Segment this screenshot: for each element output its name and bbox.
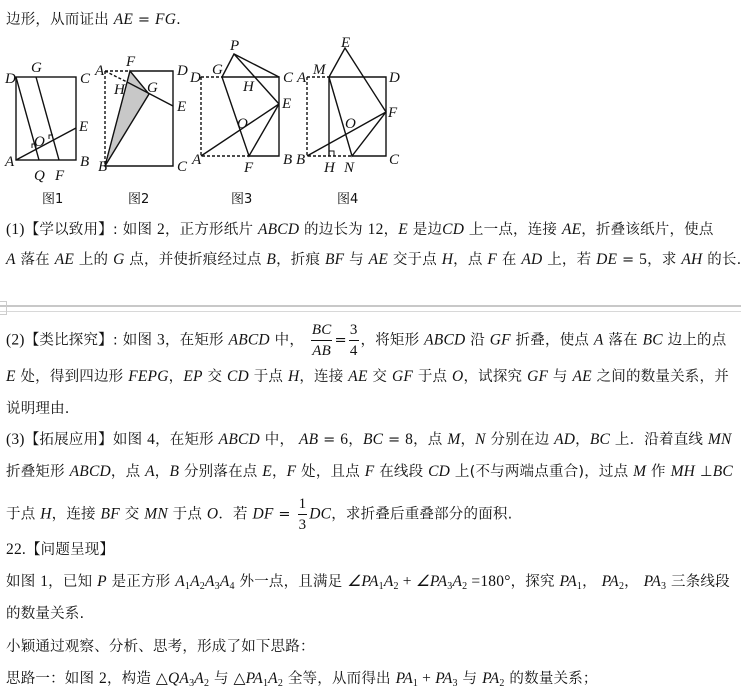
text: 的长. [702,252,741,268]
math-var: GF [527,368,549,385]
fig2-point-label: C [177,159,188,175]
math-var: MN [707,431,732,448]
fig1-caption: 图1 [42,192,64,207]
fig4-point-label: E [341,35,351,51]
fig2-point-label: F [126,54,136,70]
text-line [6,248,741,269]
math-var: PA [245,670,263,687]
fig3-point-label: G [212,62,223,78]
fig3-point-label: H [243,79,254,95]
text-line [6,365,729,386]
text: 于点 [167,506,207,523]
fraction-numerator: 3 [349,320,359,341]
fig1-point-label: G [31,60,42,76]
text: ，连接 [51,506,101,523]
text-line [6,218,714,239]
math-num: (2) [6,331,25,349]
fig3-point-label: A [192,152,202,168]
subscript: 2 [277,678,284,689]
math-var: AH [681,251,703,268]
math-var: GF [489,331,511,349]
subscript: 2 [393,581,399,592]
fig2-point-label: A [95,63,105,79]
math-var: BF [325,251,345,268]
math-var: BC [712,463,733,480]
subscript: 3 [447,581,453,592]
fraction [349,320,359,361]
text: 分别在边 [485,432,555,448]
math-var: QA [168,670,190,687]
text: ，正方形纸片 [164,222,258,238]
math-var: ABCD [69,463,111,480]
math-var: GF [391,368,414,385]
math-var: H [287,368,300,385]
text: 分别落在点 [179,464,263,480]
math-var: ∠PA [347,573,379,590]
text: 是正方形 [106,574,176,590]
fig1-point-label: F [55,168,65,184]
fig1-point-label: D [5,71,16,87]
text: ， [168,369,184,385]
fig2-caption: 图2 [128,192,150,207]
text: 中， [269,332,309,349]
text-line [6,494,512,535]
math-var: ABCD [218,431,260,448]
math-var: A [194,670,204,687]
math-var: PA [643,573,661,590]
math-var: AE [561,221,582,238]
text-line [6,667,598,689]
text: ， [575,432,590,448]
fraction-denominator: 3 [298,517,307,533]
text: 交 [367,369,392,385]
subscript: 3 [452,678,458,689]
math-var: BC [362,431,384,448]
fig3-caption: 图3 [231,192,253,207]
math-num: (1) [6,221,25,238]
math-var: CD [442,221,465,238]
text: ，点 [453,252,488,268]
fig3-point-label: B [283,152,293,168]
text: 的边长为 [299,222,368,238]
math-var: H [441,251,454,268]
math-var: P [97,573,107,590]
math-var: A [190,573,200,590]
fig1-point-label: B [80,154,90,170]
fig2-point-label: H [114,82,125,98]
fraction-denominator: AB [312,343,332,359]
fig1-point-label: C [80,71,91,87]
math-var: FEPG [128,368,169,385]
math-var: A [452,573,463,590]
subscript: 1 [262,678,269,689]
math-num: 1 [40,573,49,590]
text: 交 [202,369,227,385]
math-var: O [452,368,464,385]
text: 上一点，连接 [464,222,562,238]
math-var: F [364,463,375,480]
math-var: BC [642,331,663,349]
math-var: F [286,463,297,480]
text: ，构造 [106,671,156,687]
fraction [298,494,308,535]
math-var: E [398,221,408,238]
fig4-point-label: A [297,70,307,86]
math-var: BC [589,431,611,448]
fig2-point-label: B [98,159,108,175]
fraction-denominator: 4 [349,343,358,359]
text: 折叠矩形 [6,464,70,480]
subscript: 3 [189,678,195,689]
subscript: 2 [618,581,625,592]
math-var: DF [252,505,274,523]
text: 边形，从而证出 [6,12,114,28]
math-num: 3 [157,331,165,349]
fig4-point-label: B [296,152,306,168]
fig3-point-label: C [283,70,294,86]
subscript: 1 [184,581,191,592]
math-var: CD [226,368,249,385]
text: ，试探究 [463,369,528,385]
math-var: G [113,251,125,268]
subscript: 1 [412,678,419,689]
text-line [6,397,70,418]
math-var: A [145,463,155,480]
text: 处，得到四边形 [15,369,129,385]
text: ， [383,222,399,238]
math-num: 22. [6,541,26,558]
text: . [176,12,181,28]
text: ， [582,574,602,590]
text: 思路一：如图 [6,671,100,687]
text: ， [624,574,644,590]
text: 的数量关系； [504,671,598,687]
fraction-numerator: 1 [298,494,308,515]
text: 落在 [15,252,55,268]
text-line [6,570,730,592]
math-var: ∠PA [415,573,448,590]
math-var: A [219,573,230,590]
text: ，连接 [299,369,349,385]
math-var: H [40,505,52,523]
text: ，在矩形 [164,332,229,349]
math-num: 2 [157,221,165,238]
text: 小颖通过观察、分析、思考，形成了如下思路： [6,639,315,655]
text: ，将矩形 [360,332,425,349]
text: 中， [259,432,299,448]
math-var: ABCD [424,331,466,349]
math-var: F [487,251,498,268]
text: 如图 [6,574,41,590]
math-num: =180° [467,573,511,590]
math-num: 8 [405,431,414,448]
text: 上(不与两端点重合)，过点 [450,464,634,480]
math-var: ABCD [228,331,270,349]
text: ，探究 [510,574,560,590]
fig2-point-label: E [177,99,187,115]
math-var: AE [572,368,592,385]
fig3-point-label: D [190,70,201,86]
text-line [6,320,726,361]
text: ， [460,432,476,448]
math-num: 12 [367,221,384,238]
math-var: DE [596,251,618,268]
text: = [133,12,156,28]
text: 交 [119,506,145,523]
text: 落在 [603,332,643,349]
text-line [6,428,732,449]
text: 的数量关系. [6,606,85,622]
text: = [273,506,296,523]
math-var: AB [298,431,319,448]
fig2-point-label: G [147,80,158,96]
text: 【学以致用】: 如图 [24,222,157,238]
math-var: A [593,331,604,349]
math-num: + [418,670,436,687]
math-var: PA [559,573,577,590]
math-var: N [475,431,486,448]
math-num: + [398,573,416,590]
math-var: PA [395,670,413,687]
text: = [334,332,347,349]
math-var: B [266,251,277,268]
text: 边上的点 [662,332,727,349]
fig4-point-label: H [324,160,335,176]
math-var: O [206,505,219,523]
text: 与 [209,671,234,687]
figure-1 [16,77,76,160]
fig1-point-label: Q [34,168,45,184]
text: 之间的数量关系，并 [591,369,729,385]
fig4-point-label: F [388,105,398,121]
text: 全等，从而得出 [283,671,396,687]
text: 说明理由. [6,401,70,417]
math-var: AE [348,368,368,385]
text: ，折叠该纸片，使点 [581,222,714,238]
text: = [318,432,341,448]
text: ， [154,464,170,480]
subscript: 2 [199,581,205,592]
math-var: AE [54,251,75,268]
text: ， [348,432,363,448]
text: ，已知 [48,574,98,590]
text: 于点 [248,369,288,385]
math-var: BF [100,505,120,523]
page-break-separator [0,305,741,312]
math-var: E [6,368,16,385]
text: 作 [646,464,671,480]
text: 在线段 [374,464,429,480]
text: 点，并使折痕经过点 [124,252,267,268]
math-var: ABCD [257,221,300,238]
math-var: EP [183,368,203,385]
math-var: A [383,573,394,590]
text: 交于点 [388,252,442,268]
fraction [311,320,333,361]
math-var: MH [670,463,696,480]
text: ⊥ [695,464,713,480]
math-var: AD [521,251,543,268]
text-line [6,538,114,559]
text-line [6,8,181,29]
fig1-point-label: E [79,119,89,135]
text-line [6,460,733,481]
subscript: 3 [661,581,667,592]
text: ．若 [218,506,253,523]
text: 在 [497,252,522,268]
math-var: AE [368,251,389,268]
math-var: M [633,463,647,480]
text: 【拓展应用】如图 [24,432,148,448]
math-num: 4 [147,431,156,448]
text: 处，且点 [296,464,365,480]
text: = [617,252,640,268]
math-var: PA [601,573,619,590]
text: 折叠，使点 [510,332,594,349]
text: 上的 [74,252,114,268]
math-var: A [204,573,215,590]
text: 【问题呈现】 [25,542,115,558]
math-var: FG [155,11,177,28]
subscript: 3 [214,581,220,592]
math-var: PA [435,670,453,687]
text: 是边 [407,222,443,238]
figures [0,0,741,215]
fig4-point-label: D [389,70,400,86]
fig4-point-label: O [345,116,356,132]
math-num: 6 [340,431,349,448]
text: 上．沿着直线 [610,432,708,448]
fig4-point-label: N [344,160,355,176]
fig4-caption: 图4 [337,192,359,207]
text: 三条线段 [666,574,730,590]
subscript: 1 [576,581,583,592]
text: 上，若 [542,252,597,268]
fig2-point-label: D [177,63,188,79]
text: ， [271,464,287,480]
text: 与 [548,369,573,385]
fig3-point-label: P [230,38,240,54]
text: 与 [344,252,369,268]
math-var: B [169,463,180,480]
subscript: 2 [499,678,505,689]
fig3-point-label: O [237,116,248,132]
math-var: M [447,431,461,448]
math-var: CD [428,463,451,480]
text: 与 [457,671,483,687]
math-var: A [268,670,278,687]
text: 外一点，且满足 [234,574,348,590]
math-var: AD [554,431,576,448]
math-num: 5 [639,251,648,268]
math-var: DC [309,505,332,523]
fig3-point-label: E [282,96,292,112]
text: = [383,432,406,448]
fig4-point-label: M [313,62,326,78]
text: 沿 [465,332,490,349]
subscript: 1 [378,581,384,592]
text: 于点 [413,369,453,385]
math-num: △ [155,670,169,687]
text: ，点 [413,432,448,448]
text: ，求 [647,252,682,268]
math-num: (3) [6,431,25,448]
subscript: 4 [229,581,235,592]
text-line [6,635,315,656]
fraction-numerator: BC [311,320,333,341]
fig1-point-label: O [34,134,45,150]
math-var: A [6,251,16,268]
math-var: PA [482,670,500,687]
fig1-point-label: A [5,154,15,170]
math-var: A [175,573,185,590]
math-var: MN [144,505,168,523]
fig3-point-label: F [244,160,254,176]
text-line [6,602,84,623]
text: 于点 [6,506,41,523]
subscript: 2 [203,678,210,689]
math-num: △ [233,670,246,687]
text: ，在矩形 [155,432,219,448]
subscript: 2 [462,581,468,592]
fig4-point-label: C [389,152,400,168]
text: ，求折叠后重叠部分的面积. [331,506,513,523]
math-var: AE [113,11,134,28]
text: ，点 [110,464,146,480]
math-var: E [262,463,272,480]
text: 【类比探究】: 如图 [24,332,157,349]
math-num: 2 [99,670,107,687]
text: ，折痕 [276,252,325,268]
